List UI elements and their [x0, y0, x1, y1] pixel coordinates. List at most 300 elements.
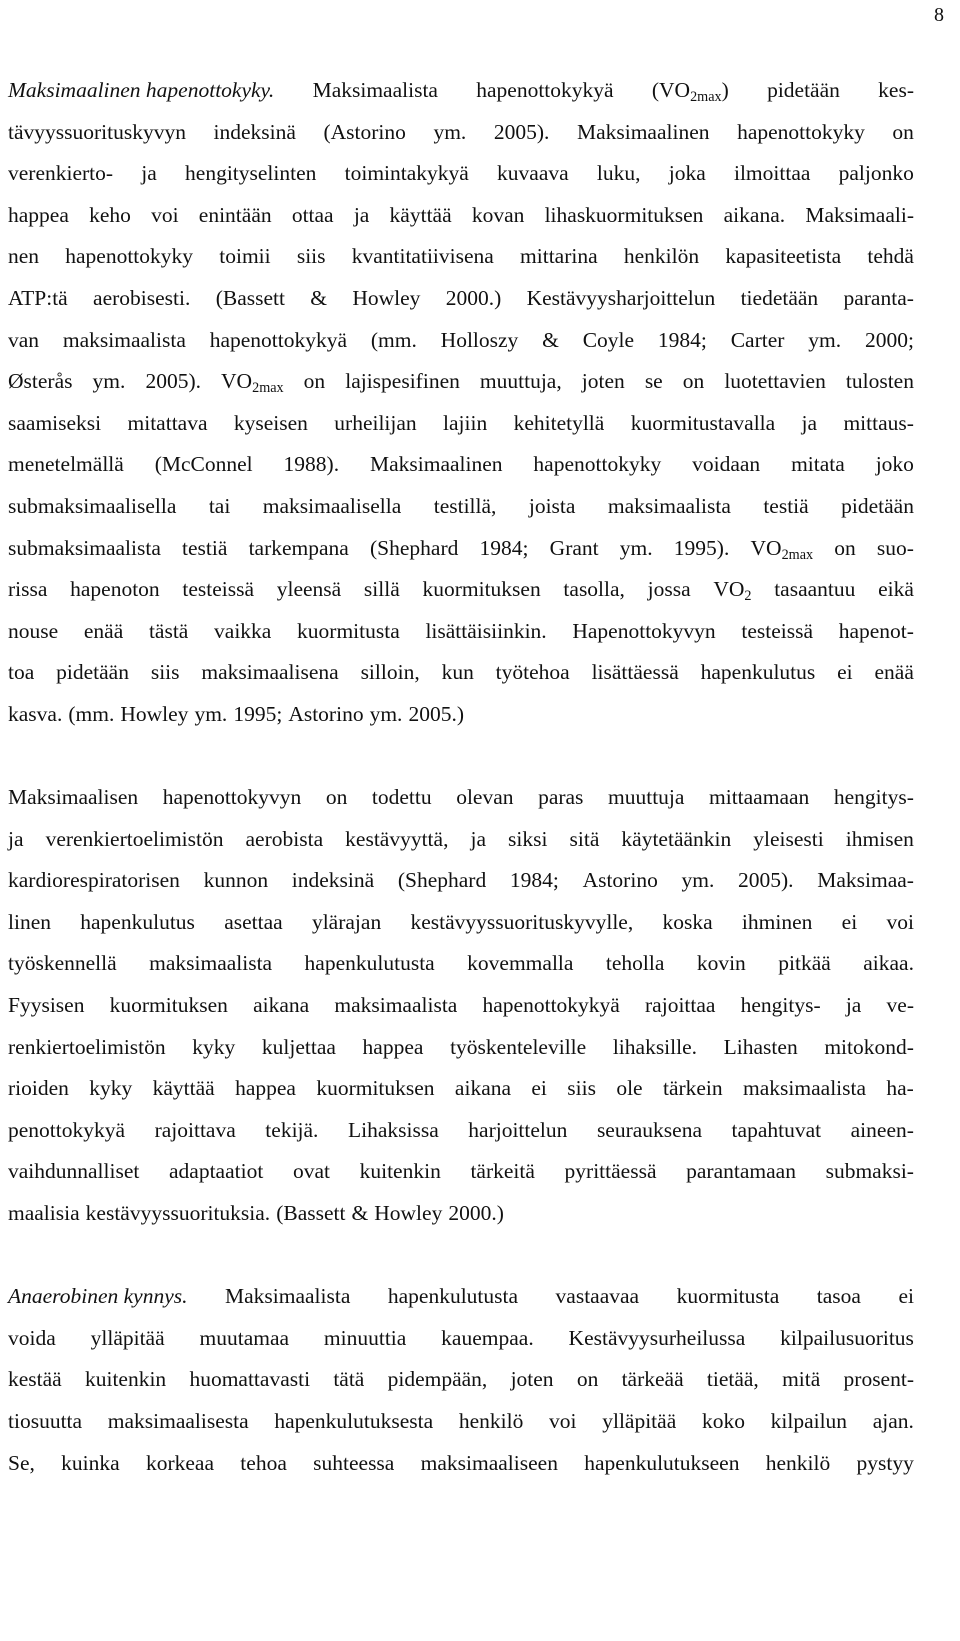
word-group — [249, 528, 349, 570]
word-group — [817, 1276, 861, 1318]
word-group — [446, 278, 502, 320]
word-group — [274, 1401, 433, 1443]
word-group — [725, 236, 841, 278]
word: 2005). — [738, 868, 794, 893]
word: happea — [8, 202, 69, 227]
word: (Bassett — [215, 285, 285, 310]
word: Hapenottokyvyn — [572, 618, 716, 643]
word-group — [692, 444, 760, 486]
word: tasaantuu — [774, 577, 856, 602]
word-group — [153, 1068, 215, 1110]
word-group — [724, 361, 826, 403]
word: paranta- — [843, 285, 914, 310]
word: happea — [362, 1034, 424, 1059]
subscript: 2max — [781, 546, 814, 563]
word-group — [363, 1027, 424, 1069]
word-group — [120, 694, 188, 736]
word-group — [352, 1193, 369, 1235]
word-group — [313, 70, 438, 112]
word: kuinka — [61, 1450, 120, 1475]
paragraph-gap — [8, 736, 914, 778]
word: se — [644, 369, 663, 394]
word-group — [141, 153, 157, 195]
text-line — [8, 70, 914, 112]
word: ei — [898, 1284, 914, 1309]
word-group — [622, 1359, 684, 1401]
word-group — [577, 1359, 599, 1401]
word: testeissä — [741, 618, 814, 643]
word-group — [592, 652, 679, 694]
text-line — [8, 902, 914, 944]
word: pidempään, — [387, 1367, 488, 1392]
word: vaikka — [214, 618, 272, 643]
text-line — [8, 694, 914, 736]
word-group — [707, 1359, 759, 1401]
word-group — [563, 569, 625, 611]
text-line — [8, 1443, 914, 1485]
word: kuljettaa — [261, 1034, 336, 1059]
word-group — [742, 902, 812, 944]
word-group — [155, 444, 253, 486]
word-group — [316, 1068, 434, 1110]
word-group — [201, 652, 338, 694]
word: urheilijan — [334, 410, 417, 435]
word-group — [108, 1401, 249, 1443]
word: henkilö — [765, 1450, 831, 1475]
word-group — [886, 902, 913, 944]
word-group — [567, 1068, 596, 1110]
word: kapasiteetista — [725, 244, 842, 269]
word-group — [434, 486, 497, 528]
word: indeksinä — [291, 868, 375, 893]
word-group — [743, 1068, 866, 1110]
word-group — [529, 486, 576, 528]
word: muuttuja, — [479, 369, 562, 394]
word: tärkeää — [621, 1367, 684, 1392]
text-line — [8, 278, 914, 320]
word: (VO — [651, 78, 691, 102]
word: aikaa. — [863, 951, 914, 976]
word-group — [214, 112, 296, 154]
word: voi — [549, 1409, 577, 1433]
word-group — [8, 70, 274, 112]
word: voi — [151, 202, 179, 227]
word-group — [68, 694, 114, 736]
word: kuormituksen — [316, 1076, 435, 1101]
word: toa — [8, 660, 35, 685]
word-group — [80, 902, 195, 944]
word: lisättäisiinkin. — [425, 618, 547, 643]
word-group — [8, 777, 138, 819]
word: 2000.) — [445, 285, 502, 310]
word: hengitys- — [833, 785, 914, 810]
word: yleisesti — [753, 826, 824, 851]
word-group — [846, 361, 914, 403]
word-group — [681, 860, 714, 902]
word-group — [408, 694, 464, 736]
word: lajiin — [443, 410, 488, 435]
word: henkilön — [623, 244, 700, 269]
word-group — [542, 320, 559, 362]
word: siis — [567, 1076, 596, 1101]
word-group — [824, 1027, 914, 1069]
text-line — [8, 236, 914, 278]
word-group — [334, 985, 457, 1027]
word: ajan. — [872, 1409, 914, 1433]
word-group — [674, 528, 730, 570]
word: ihmisen — [845, 826, 914, 851]
word-group — [8, 1443, 35, 1485]
word-group — [834, 528, 856, 570]
word-group — [214, 611, 271, 653]
word: maksimaalisella — [262, 493, 402, 518]
word-group — [8, 153, 113, 195]
word-group — [8, 444, 124, 486]
word: linen — [8, 909, 51, 934]
word: tekijä. — [265, 1117, 319, 1142]
word-group — [240, 1443, 287, 1485]
word: nouse — [8, 618, 59, 643]
word: testillä, — [433, 493, 497, 518]
word: rissa — [8, 577, 48, 602]
word-group — [8, 694, 62, 736]
word-group — [569, 1318, 746, 1360]
word: tiosuutta — [8, 1409, 83, 1433]
word-group — [582, 361, 625, 403]
word-group — [455, 1068, 511, 1110]
word: ottaa — [291, 202, 334, 227]
word-group — [510, 860, 559, 902]
word: joko — [875, 452, 914, 477]
word-group — [737, 112, 865, 154]
word: maksimaalista — [149, 951, 273, 976]
word: Kestävyysurheilussa — [568, 1325, 746, 1350]
word-group — [65, 236, 193, 278]
word: & — [542, 327, 559, 352]
word-group — [8, 569, 47, 611]
word: aineen- — [850, 1117, 914, 1142]
word: tiedetään — [740, 285, 819, 310]
word: voi — [886, 909, 914, 934]
word: hapenkulutuksesta — [274, 1409, 434, 1433]
word-group — [631, 403, 776, 445]
word: tulosten — [845, 369, 914, 394]
word: hapenottokykyä — [482, 993, 620, 1018]
word: Østerås — [8, 369, 73, 394]
word: & — [310, 285, 328, 310]
word-group — [549, 1401, 576, 1443]
word: 2000.) — [448, 1201, 504, 1226]
word: enintään — [198, 202, 272, 227]
word: Howley — [352, 285, 421, 310]
word: paras — [538, 785, 584, 810]
word: Astorino — [288, 701, 364, 726]
word: hapenkulutukseen — [584, 1450, 740, 1475]
word: kestää — [8, 1367, 62, 1392]
word: mittaamaan — [709, 785, 810, 810]
word-group — [234, 403, 308, 445]
word-group — [616, 1068, 642, 1110]
word: keho — [89, 202, 131, 227]
text-line — [8, 1068, 914, 1110]
word: prosent- — [843, 1367, 914, 1392]
word: ilmoittaa — [733, 161, 811, 186]
word: tästä — [148, 618, 189, 643]
word: ole — [616, 1076, 643, 1101]
word-group — [837, 652, 853, 694]
word-group — [686, 1151, 796, 1193]
word-group — [8, 819, 24, 861]
word: 1995; — [233, 701, 283, 726]
word-group — [702, 1401, 745, 1443]
word: Maksimaalinen — [576, 119, 710, 144]
word: kovan — [471, 202, 525, 227]
word: kuitenkin — [359, 1159, 441, 1184]
word: sitä — [569, 826, 600, 851]
word: on — [325, 785, 348, 810]
word-group — [483, 985, 620, 1027]
word: pidetään — [767, 78, 840, 102]
word-group — [613, 1027, 697, 1069]
word-group — [63, 320, 186, 362]
word-group — [570, 819, 600, 861]
word-group — [8, 320, 39, 362]
word-group — [624, 236, 699, 278]
text-line — [8, 403, 914, 445]
word-group — [370, 444, 503, 486]
word-group — [185, 153, 316, 195]
word: saamiseksi — [8, 410, 102, 435]
word: eikä — [878, 577, 914, 602]
word: seurauksena — [596, 1117, 703, 1142]
word: (mm. — [68, 701, 115, 726]
word-group — [151, 195, 178, 237]
word-group — [155, 1110, 236, 1152]
word-group — [791, 444, 845, 486]
word-group — [85, 1359, 166, 1401]
word: ei — [531, 1076, 547, 1101]
word: Lihaksissa — [347, 1117, 439, 1142]
word-group — [767, 70, 840, 112]
word: ja — [141, 161, 157, 186]
word: siksi — [508, 826, 548, 851]
word-group — [199, 195, 272, 237]
word-group — [8, 1068, 69, 1110]
word-group — [817, 860, 914, 902]
word: minuuttia — [323, 1325, 407, 1350]
paragraph-anaerobinen-kynnys — [8, 1276, 914, 1484]
word-group — [323, 112, 405, 154]
word: ve- — [886, 993, 914, 1018]
word-group — [8, 1110, 125, 1152]
word: pidetään — [841, 493, 914, 518]
word: joten — [510, 1367, 554, 1392]
word: submaksimaalista — [8, 535, 161, 560]
word: hapenottokyvyn — [162, 785, 302, 810]
word: 1988). — [283, 452, 340, 477]
word-group — [216, 278, 285, 320]
word-group — [774, 569, 855, 611]
text-line — [8, 444, 914, 486]
word-group — [360, 1151, 441, 1193]
word-group — [701, 652, 816, 694]
word-group — [276, 1193, 345, 1235]
text-line — [8, 943, 914, 985]
word-group — [545, 195, 704, 237]
word-group — [841, 486, 914, 528]
word-group — [741, 278, 819, 320]
word: hapenkulutus — [80, 909, 195, 934]
word-group — [8, 1359, 62, 1401]
word: VO — [713, 577, 745, 602]
word: joka — [668, 161, 706, 186]
word: ja — [8, 826, 24, 851]
word-group — [550, 528, 599, 570]
word: hapenottokykyä — [209, 327, 348, 352]
word: joten — [581, 369, 625, 394]
word: ym. — [369, 701, 403, 726]
word: todettu — [371, 785, 432, 810]
word-group — [425, 611, 546, 653]
word: VO — [221, 369, 253, 394]
word-group — [697, 943, 746, 985]
word: testeissä — [182, 577, 255, 602]
word-group — [61, 1443, 120, 1485]
word-group — [843, 278, 913, 320]
word: Fyysisen — [8, 993, 85, 1018]
word-group — [263, 486, 402, 528]
word-group — [352, 278, 420, 320]
word: maksimaalista — [334, 993, 458, 1018]
word: maksimaalisena — [201, 660, 339, 685]
word-group — [398, 860, 486, 902]
word-group — [470, 819, 486, 861]
word: hengitys- — [740, 993, 821, 1018]
word-group — [865, 320, 914, 362]
word: on — [303, 369, 326, 394]
word-group — [876, 444, 914, 486]
word-group — [89, 1068, 132, 1110]
word-group — [8, 112, 186, 154]
word: kun — [441, 660, 474, 685]
word: hapenkulutusta — [304, 951, 435, 976]
word-group — [348, 1110, 439, 1152]
word: kuormituksen — [422, 577, 541, 602]
word-group — [496, 652, 570, 694]
word: Maksimaalista — [225, 1284, 351, 1309]
word: ym. — [433, 119, 467, 144]
word-group — [878, 70, 914, 112]
text-line — [8, 819, 914, 861]
word: kuormituksen — [109, 993, 228, 1018]
word-group — [741, 611, 813, 653]
word: käyttää — [152, 1076, 215, 1101]
word-group — [802, 403, 818, 445]
word: ylärajan — [311, 909, 382, 934]
word: tehdä — [867, 244, 914, 269]
word: kasva. — [8, 701, 63, 726]
word-group — [857, 1443, 914, 1485]
word-group — [565, 1151, 657, 1193]
word: ha- — [886, 1076, 914, 1101]
word: mittarina — [520, 244, 598, 269]
word: hapenoton — [70, 577, 160, 602]
word: maksimaalista — [607, 493, 731, 518]
text-line — [8, 611, 914, 653]
word: Kestävyysharjoittelun — [526, 285, 716, 310]
word-group — [450, 1027, 586, 1069]
word-group — [8, 236, 39, 278]
word: on — [834, 535, 856, 560]
word: enää — [83, 618, 124, 643]
word-group — [422, 569, 540, 611]
word: ja — [801, 410, 818, 435]
word: testiä — [182, 535, 228, 560]
word: verenkiertoelimistön — [45, 826, 224, 851]
word: (McConnel — [154, 452, 253, 477]
word: kilpailusuoritus — [780, 1325, 914, 1350]
word: tietää, — [706, 1367, 759, 1392]
word-group — [514, 403, 605, 445]
word: 1984; — [657, 327, 707, 352]
text-line — [8, 1359, 914, 1401]
word-group — [8, 361, 72, 403]
word: Maksimaali- — [805, 202, 914, 227]
word-group — [433, 112, 466, 154]
word-group — [305, 943, 435, 985]
word-group — [8, 195, 69, 237]
subscript: 2max — [252, 380, 284, 397]
word: ym. — [92, 369, 126, 394]
word: maksimaaliseen — [420, 1450, 558, 1475]
word-group — [441, 320, 519, 362]
word: Howley — [374, 1201, 443, 1226]
word: toimintakykyä — [344, 161, 469, 186]
paragraph-maksimaalisen-hapenottokyvyn — [8, 777, 914, 1235]
word: koska — [662, 909, 713, 934]
word: ylläpitää — [602, 1409, 677, 1433]
word-group — [304, 361, 326, 403]
word: ovat — [292, 1159, 330, 1184]
word-group — [763, 486, 808, 528]
word-group — [782, 1359, 820, 1401]
word-group — [8, 611, 58, 653]
word-group — [182, 569, 254, 611]
paragraph-maksimaalinen-hapenottokyky — [8, 70, 914, 736]
word-group — [8, 278, 68, 320]
text-line — [8, 777, 914, 819]
word: voida — [8, 1325, 56, 1350]
word-group — [8, 403, 101, 445]
word-group — [128, 403, 208, 445]
word: huomattavasti — [189, 1367, 311, 1392]
text-line — [8, 1027, 914, 1069]
text-line — [8, 361, 914, 403]
word-group — [354, 195, 370, 237]
word: 2005). — [145, 369, 201, 394]
word: ) — [721, 78, 729, 102]
word-group — [297, 611, 400, 653]
word-group — [372, 777, 432, 819]
word: tarkempana — [248, 535, 349, 560]
word-group — [476, 70, 613, 112]
word-group — [312, 902, 381, 944]
text-line — [8, 985, 914, 1027]
word: suhteessa — [313, 1450, 395, 1475]
word-group — [898, 1276, 914, 1318]
word: pidetään — [56, 660, 129, 685]
word: enää — [874, 660, 914, 685]
